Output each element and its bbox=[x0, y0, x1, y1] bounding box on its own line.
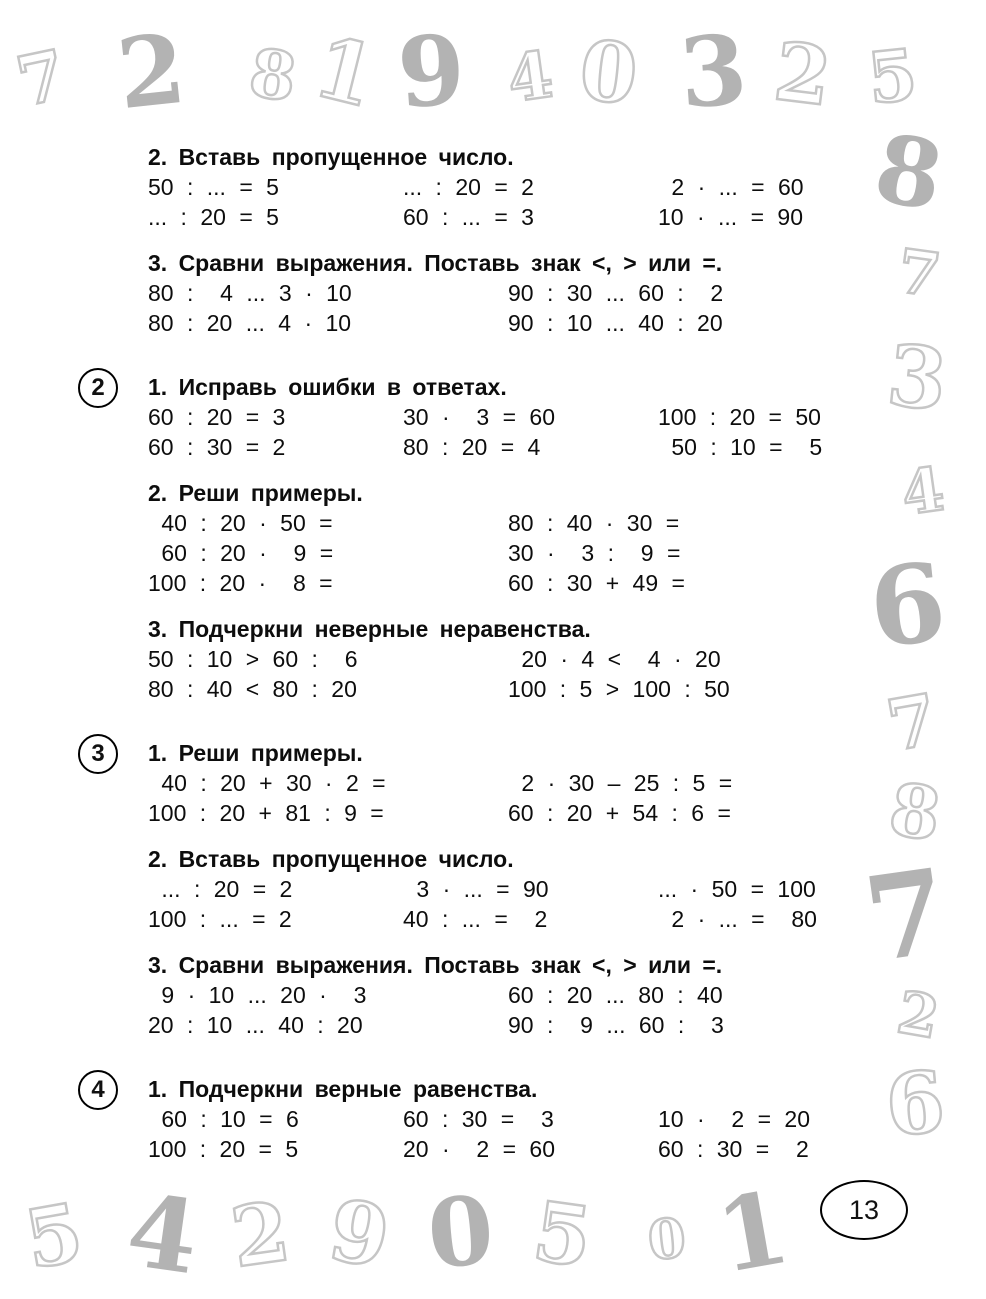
decorative-digit-top: 2 bbox=[112, 11, 191, 132]
math-expression: 10 · ... = 90 bbox=[658, 204, 803, 230]
math-expression: 100 : ... = 2 bbox=[148, 906, 292, 932]
task-title: 2. Вставь пропущенное число. bbox=[148, 144, 514, 170]
task-title: 2. Вставь пропущенное число. bbox=[148, 846, 514, 872]
math-expression: ... : 20 = 5 bbox=[148, 204, 279, 230]
math-expression: 50 : ... = 5 bbox=[148, 174, 279, 200]
decorative-digit-top: 5 bbox=[863, 32, 921, 121]
math-expression: 2 · ... = 60 bbox=[658, 174, 804, 200]
decorative-digit-right: 8 bbox=[884, 765, 946, 858]
task bbox=[148, 248, 858, 338]
math-expression: 30 · 3 = 60 bbox=[403, 404, 555, 430]
math-expression: ... · 50 = 100 bbox=[658, 876, 816, 902]
task bbox=[148, 844, 858, 934]
exercise-block bbox=[148, 142, 858, 338]
math-expression: 40 : 20 + 30 · 2 = bbox=[148, 770, 386, 796]
expression-row bbox=[148, 674, 858, 704]
exercise-block bbox=[91, 738, 858, 1040]
expression-row bbox=[148, 278, 858, 308]
math-expression: 100 : 20 · 8 = bbox=[148, 570, 333, 596]
math-expression: 60 : 20 + 54 : 6 = bbox=[508, 800, 731, 826]
math-expression: 60 : 10 = 6 bbox=[148, 1106, 299, 1132]
task bbox=[148, 950, 858, 1040]
task-title: 1. Реши примеры. bbox=[148, 740, 363, 766]
exercise-number-badge: 4 bbox=[78, 1070, 118, 1110]
math-expression: 80 : 40 · 30 = bbox=[508, 510, 680, 536]
math-expression: 30 · 3 : 9 = bbox=[508, 540, 681, 566]
task bbox=[148, 142, 858, 232]
math-expression: 20 · 2 = 60 bbox=[403, 1136, 555, 1162]
math-expression: 100 : 20 + 81 : 9 = bbox=[148, 800, 384, 826]
expression-row bbox=[148, 644, 858, 674]
math-expression: 60 : 30 = 3 bbox=[403, 1106, 554, 1132]
decorative-digit-right: 7 bbox=[856, 843, 956, 989]
decorative-digit-right: 6 bbox=[863, 539, 952, 673]
math-expression: 40 : 20 · 50 = bbox=[148, 510, 333, 536]
math-expression: ... : 20 = 2 bbox=[148, 876, 293, 902]
decorative-digit-right: 7 bbox=[881, 677, 944, 768]
math-expression: 20 · 4 < 4 · 20 bbox=[508, 646, 721, 672]
math-expression: 9 · 10 ... 20 · 3 bbox=[148, 982, 367, 1008]
decorative-digit-top: 0 bbox=[575, 22, 642, 124]
expression-row bbox=[148, 768, 858, 798]
decorative-digit-right: 7 bbox=[893, 236, 945, 312]
math-expression: 90 : 30 ... 60 : 2 bbox=[508, 280, 724, 306]
task-title: 1. Подчеркни верные равенства. bbox=[148, 1076, 538, 1102]
exercise-block bbox=[91, 372, 858, 704]
task bbox=[148, 738, 858, 828]
math-expression: 60 : 20 · 9 = bbox=[148, 540, 334, 566]
expression-row bbox=[148, 874, 858, 904]
task-title: 3. Сравни выражения. Поставь знак <, > или =. bbox=[148, 952, 723, 978]
expression-row bbox=[148, 568, 858, 598]
decorative-digit-right: 3 bbox=[883, 325, 952, 430]
expression-row bbox=[148, 202, 858, 232]
expression-row bbox=[148, 402, 858, 432]
decorative-digit-bottom: 0 bbox=[423, 1175, 499, 1291]
math-expression: 60 : 30 = 2 bbox=[148, 434, 286, 460]
decorative-digit-right: 8 bbox=[866, 113, 951, 233]
expression-row bbox=[148, 432, 858, 462]
math-expression: 90 : 10 ... 40 : 20 bbox=[508, 310, 723, 336]
expression-row bbox=[148, 798, 858, 828]
decorative-digit-top: 2 bbox=[769, 23, 837, 125]
task bbox=[148, 1074, 858, 1164]
task bbox=[148, 478, 858, 598]
decorative-digit-bottom: 4 bbox=[120, 1170, 206, 1298]
math-expression: 80 : 40 < 80 : 20 bbox=[148, 676, 357, 702]
math-expression: 60 : 20 = 3 bbox=[148, 404, 286, 430]
math-expression: 50 : 10 > 60 : 6 bbox=[148, 646, 358, 672]
math-expression: 100 : 20 = 5 bbox=[148, 1136, 299, 1162]
math-expression: 10 · 2 = 20 bbox=[658, 1106, 810, 1132]
math-expression: 90 : 9 ... 60 : 3 bbox=[508, 1012, 724, 1038]
task-title: 3. Подчеркни неверные неравенства. bbox=[148, 616, 591, 642]
decorative-digit-right: 4 bbox=[897, 454, 949, 530]
decorative-digit-bottom: 0 bbox=[644, 1205, 689, 1273]
decorative-digit-top: 8 bbox=[244, 33, 302, 117]
expression-row bbox=[148, 1104, 858, 1134]
decorative-digit-top: 1 bbox=[305, 16, 386, 127]
page-number-badge bbox=[820, 1180, 908, 1240]
decorative-digit-top: 3 bbox=[676, 12, 751, 131]
math-expression: 60 : 20 ... 80 : 40 bbox=[508, 982, 723, 1008]
expression-row bbox=[148, 904, 858, 934]
exercise-number-badge: 3 bbox=[78, 734, 118, 774]
decorative-digit-right: 2 bbox=[892, 978, 944, 1052]
math-expression: 2 · 30 – 25 : 5 = bbox=[508, 770, 733, 796]
math-expression: 20 : 10 ... 40 : 20 bbox=[148, 1012, 363, 1038]
math-expression: 100 : 20 = 50 bbox=[658, 404, 821, 430]
expression-row bbox=[148, 308, 858, 338]
math-expression: 60 : ... = 3 bbox=[403, 204, 534, 230]
math-expression: ... : 20 = 2 bbox=[403, 174, 534, 200]
decorative-digit-bottom: 9 bbox=[321, 1179, 397, 1288]
math-expression: 50 : 10 = 5 bbox=[658, 434, 823, 460]
decorative-digit-top: 7 bbox=[10, 34, 74, 124]
task-title: 2. Реши примеры. bbox=[148, 480, 363, 506]
task bbox=[148, 614, 858, 704]
expression-row bbox=[148, 172, 858, 202]
expression-row bbox=[148, 538, 858, 568]
exercise-block bbox=[91, 1074, 858, 1164]
decorative-digit-bottom: 5 bbox=[18, 1184, 90, 1288]
expression-row bbox=[148, 1010, 858, 1040]
math-expression: 40 : ... = 2 bbox=[403, 906, 548, 932]
decorative-digit-bottom: 5 bbox=[527, 1183, 598, 1287]
exercise-content bbox=[91, 142, 858, 1164]
exercise-number-badge: 2 bbox=[78, 368, 118, 408]
decorative-digit-top: 9 bbox=[394, 12, 469, 131]
decorative-digit-right: 6 bbox=[881, 1051, 949, 1156]
decorative-digit-top: 4 bbox=[502, 37, 558, 118]
math-expression: 100 : 5 > 100 : 50 bbox=[508, 676, 730, 702]
math-expression: 80 : 20 ... 4 · 10 bbox=[148, 310, 352, 336]
math-expression: 60 : 30 + 49 = bbox=[508, 570, 685, 596]
decorative-digit-bottom: 2 bbox=[225, 1183, 296, 1287]
expression-row bbox=[148, 508, 858, 538]
math-expression: 2 · ... = 80 bbox=[658, 906, 817, 932]
expression-row bbox=[148, 980, 858, 1010]
math-expression: 60 : 30 = 2 bbox=[658, 1136, 809, 1162]
task-title: 3. Сравни выражения. Поставь знак <, > или =. bbox=[148, 250, 723, 276]
math-expression: 80 : 20 = 4 bbox=[403, 434, 541, 460]
math-expression: 3 · ... = 90 bbox=[403, 876, 549, 902]
page-number: 13 bbox=[848, 1194, 880, 1225]
task bbox=[148, 372, 858, 462]
expression-row bbox=[148, 1134, 858, 1164]
decorative-digit-bottom: 1 bbox=[708, 1167, 798, 1297]
task-title: 1. Исправь ошибки в ответах. bbox=[148, 374, 507, 400]
math-expression: 80 : 4 ... 3 · 10 bbox=[148, 280, 352, 306]
